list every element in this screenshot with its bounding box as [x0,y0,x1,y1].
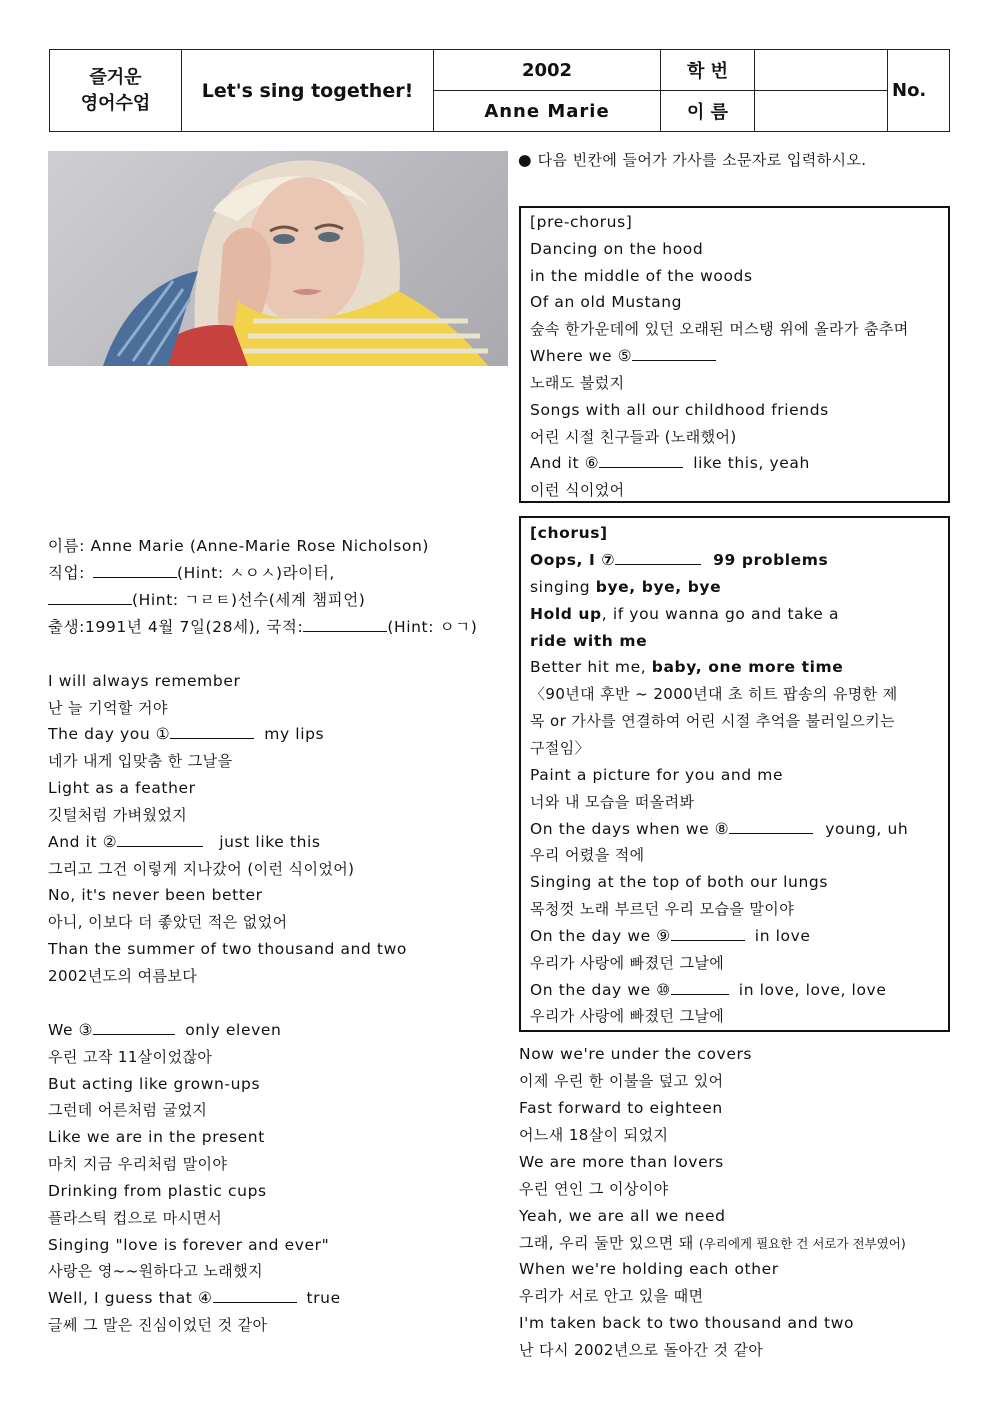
verse1-line-7 [48,832,321,852]
prechorus-line-5 [530,346,716,366]
student-id-field[interactable] [755,50,888,91]
chorus-line-17-end: in love, love, love [738,981,887,999]
chorus-line-2-bold: bye, bye, bye [595,578,722,596]
verse2-line-10: 사랑은 영~~원하다고 노래했지 [48,1262,263,1280]
verse2-line-1-text: We ③ [48,1021,94,1039]
profile-name: 이름: Anne Marie (Anne-Marie Rose Nicholson) [48,537,430,555]
job-blank-2[interactable] [48,590,132,605]
verse2-line-9: Singing "love is forever and ever" [48,1236,330,1254]
student-id-label: 학 번 [661,50,755,91]
verse1-line-4: 네가 내게 입맞춤 한 그날을 [48,752,233,770]
chorus-note-3: 구절임〉 [530,739,591,757]
outro-line-4: 어느새 18살이 되었지 [519,1126,669,1144]
prechorus-line-2: in the middle of the woods [530,267,753,285]
profile-job-hint-1: (Hint: ㅅㅇㅅ)라이터, [176,564,335,582]
prechorus-line-4: 숲속 한가운데에 있던 오래된 머스탱 위에 올라가 춤추며 [530,320,909,338]
worksheet-title: Let's sing together! [182,50,434,132]
profile-job-hint-2: (Hint: ㄱㄹㅌ)선수(세계 챔피언) [132,591,366,609]
verse1-line-11: Than the summer of two thousand and two [48,940,407,958]
chorus-note-2: 목 or 가사를 연결하여 어린 시절 추억을 불러일으키는 [530,712,896,730]
chorus-line-5 [530,657,843,677]
blank-3[interactable] [93,1020,175,1035]
verse2-line-11-text: Well, I guess that ④ [48,1289,213,1307]
outro-line-1: Now we're under the covers [519,1045,753,1063]
chorus-line-15-end: in love [754,927,811,945]
verse2-line-3: But acting like grown-ups [48,1075,261,1093]
verse1-line-9: No, it's never been better [48,886,263,904]
verse2-line-4: 그런데 어른처럼 굴었지 [48,1101,208,1119]
chorus-line-15-text: On the day we ⑨ [530,927,671,945]
blank-10[interactable] [671,980,729,995]
outro-line-9: When we're holding each other [519,1260,779,1278]
chorus-line-3-bold: Hold up [530,605,602,623]
verse2-line-1-end: only eleven [185,1021,282,1039]
course-title-cell [50,50,182,132]
chorus-line-11-text: On the days when we ⑧ [530,820,730,838]
profile-birth-text: 출생:1991년 4월 7일(28세), 국적: [48,618,304,636]
verse2-line-12: 글쎄 그 말은 진심이었던 것 같아 [48,1316,268,1334]
verse2-line-6: 마치 지금 우리처럼 말이야 [48,1155,228,1173]
verse1-line-3-text: The day you ① [48,725,171,743]
chorus-line-1-text: Oops, I ⑦ [530,551,616,569]
verse1-line-7-end: just like this [219,833,321,851]
header-table [49,49,950,132]
chorus-line-5-bold: baby, one more time [651,658,844,676]
outro-line-12: 난 다시 2002년으로 돌아간 것 같아 [519,1341,764,1359]
chorus-line-1 [530,550,828,570]
verse1-line-3-end: my lips [264,725,325,743]
prechorus-line-9-text: And it ⑥ [530,454,600,472]
artist-photo-illustration [48,151,508,366]
profile-nationality-hint: (Hint: ㅇㄱ) [387,618,478,636]
chorus-line-16: 우리가 사랑에 빠졌던 그날에 [530,954,725,972]
verse2-line-5: Like we are in the present [48,1128,265,1146]
verse1-line-10: 아니, 이보다 더 좋았던 적은 없었어 [48,913,288,931]
instruction [518,150,866,170]
song-title: 2002 [434,50,661,91]
chorus-line-17-text: On the day we ⑩ [530,981,671,999]
prechorus-line-5-text: Where we ⑤ [530,347,633,365]
chorus-line-15 [530,926,811,946]
chorus-line-1-end: 99 problems [713,551,829,569]
blank-5[interactable] [632,346,716,361]
blank-1[interactable] [170,724,254,739]
prechorus-line-10: 이런 식이었어 [530,481,625,499]
profile-job [48,563,335,583]
blank-7[interactable] [615,550,701,565]
chorus-line-17 [530,980,886,1000]
prechorus-line-6: 노래도 불렀지 [530,374,625,392]
prechorus-line-9 [530,453,810,473]
chorus-line-2 [530,577,721,597]
chorus-line-14: 목청껏 노래 부르던 우리 모습을 말이야 [530,900,795,918]
outro-line-6: 우린 연인 그 이상이야 [519,1180,669,1198]
verse2-line-2: 우린 고작 11살이었잖아 [48,1048,213,1066]
verse2-line-1 [48,1020,281,1040]
outro-line-5: We are more than lovers [519,1153,724,1171]
chorus-line-3 [530,604,839,624]
job-blank-1[interactable] [93,563,177,578]
artist-name: Anne Marie [434,91,661,132]
number-label: No. [888,50,950,132]
chorus-note-1: 〈90년대 후반 ~ 2000년대 초 히트 팝송의 유명한 제 [530,685,898,703]
name-field[interactable] [755,91,888,132]
prechorus-line-3: Of an old Mustang [530,293,683,311]
verse1-line-8: 그리고 그건 이렇게 지나갔어 (이런 식이었어) [48,860,355,878]
chorus-line-4: ride with me [530,632,648,650]
outro-line-8-note: (우리에게 필요한 건 서로가 전부였어) [698,1236,906,1251]
profile-job-2 [48,590,365,610]
chorus-line-3-text: , if you wanna go and take a [601,605,840,623]
blank-4[interactable] [213,1288,297,1303]
outro-line-2: 이제 우린 한 이불을 덮고 있어 [519,1072,724,1090]
course-title-line1: 즐거운 [89,66,142,88]
chorus-line-12: 우리 어렸을 적에 [530,846,645,864]
verse1-line-12: 2002년도의 여름보다 [48,967,198,985]
verse2-line-8: 플라스틱 컵으로 마시면서 [48,1209,223,1227]
verse1-line-6: 깃털처럼 가벼웠었지 [48,806,188,824]
outro-line-11: I'm taken back to two thousand and two [519,1314,855,1332]
verse1-line-3 [48,724,324,744]
profile-birth [48,617,477,637]
chorus-line-11-end: young, uh [825,820,909,838]
blank-6[interactable] [599,453,683,468]
profile-job-label: 직업: [48,564,85,582]
verse1-line-5: Light as a feather [48,779,196,797]
blank-8[interactable] [729,819,813,834]
outro-line-8-text: 그래, 우리 둘만 있으면 돼 [519,1234,699,1252]
prechorus-line-7: Songs with all our childhood friends [530,401,829,419]
artist-photo [48,151,508,366]
verse2-line-7: Drinking from plastic cups [48,1182,267,1200]
outro-line-7: Yeah, we are all we need [519,1207,726,1225]
chorus-line-13: Singing at the top of both our lungs [530,873,828,891]
prechorus-line-1: Dancing on the hood [530,240,704,258]
bullet-icon: ● [518,151,533,169]
verse1-line-2: 난 늘 기억할 거야 [48,699,168,717]
course-title-line2: 영어수업 [80,92,151,114]
verse1-line-7-text: And it ② [48,833,118,851]
outro-line-10: 우리가 서로 안고 있을 때면 [519,1287,704,1305]
chorus-line-5-text: Better hit me, [530,658,652,676]
chorus-line-2-text: singing [530,578,596,596]
chorus-line-18: 우리가 사랑에 빠졌던 그날에 [530,1007,725,1025]
outro-line-8 [519,1233,906,1254]
prechorus-tag: [pre-chorus] [530,213,633,231]
prechorus-line-9-end: like this, yeah [693,454,810,472]
outro-line-3: Fast forward to eighteen [519,1099,723,1117]
chorus-line-11 [530,819,908,839]
instruction-text: 다음 빈칸에 들어가 가사를 소문자로 입력하시오. [537,151,867,169]
blank-9[interactable] [671,926,745,941]
name-label: 이 름 [661,91,755,132]
chorus-line-10: 너와 내 모습을 떠올려봐 [530,793,695,811]
verse2-line-11-end: true [306,1289,341,1307]
verse1-line-1: I will always remember [48,672,241,690]
blank-2[interactable] [117,832,203,847]
chorus-line-9: Paint a picture for you and me [530,766,784,784]
nationality-blank[interactable] [303,617,387,632]
prechorus-line-8: 어린 시절 친구들과 (노래했어) [530,428,737,446]
chorus-tag: [chorus] [530,524,608,542]
verse2-line-11 [48,1288,341,1308]
